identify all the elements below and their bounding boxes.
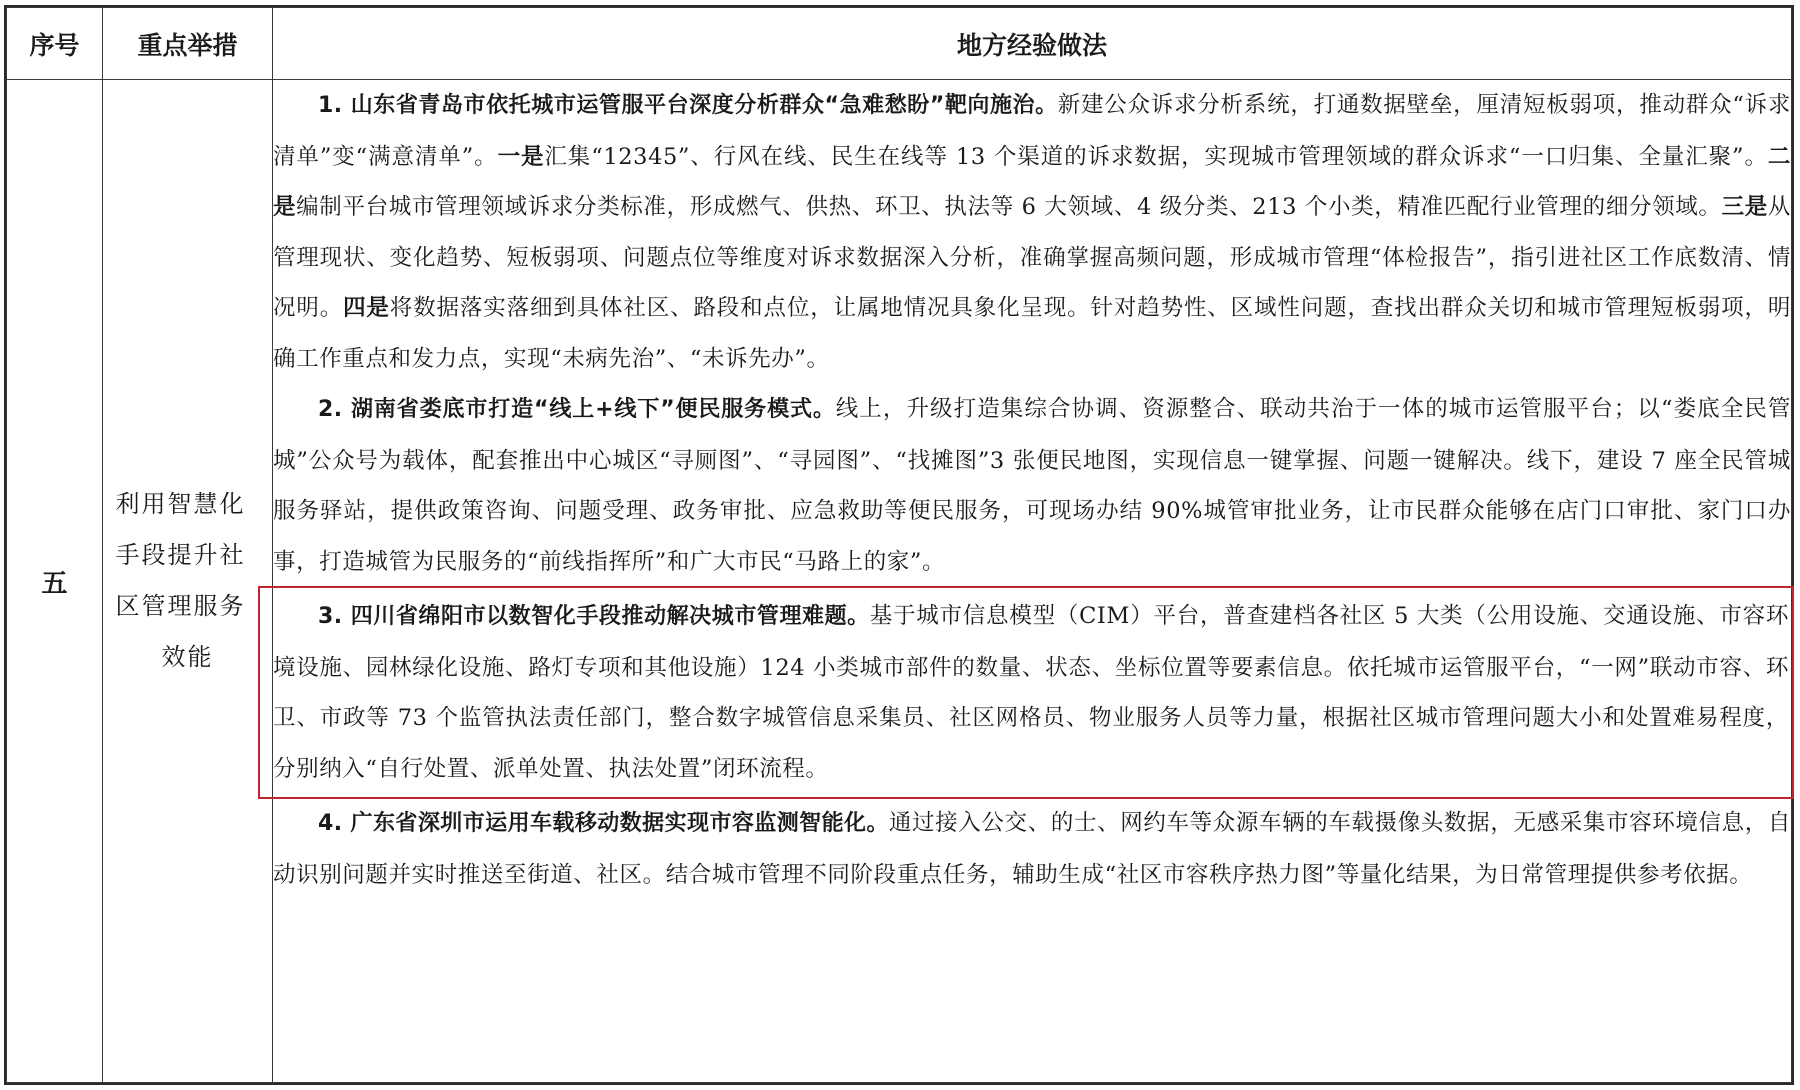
- paragraph-text: 编制平台城市管理领域诉求分类标准，形成燃气、供热、环卫、执法等 6 大领域、4 级分类、213 个小类，精准匹配行业管理的细分领域。: [296, 194, 1722, 220]
- paragraph-title: 3. 四川省绵阳市以数智化手段推动解决城市管理难题。: [318, 604, 870, 629]
- paragraph-text: 新建公众诉求分析系统，打通数据壁垒，厘清短板弱项，推动群众“诉求清单”变“满意清单”。: [273, 92, 1791, 170]
- paragraph-text: 汇集“12345”、行风在线、民生在线等 13 个渠道的诉求数据，实现城市管理领域的群众诉求“一口归集、全量汇聚”。: [544, 143, 1768, 170]
- keyword-third: 三是: [1721, 194, 1768, 220]
- paragraph-text: 基于城市信息模型（CIM）平台，普查建档各社区 5 大类（公用设施、交通设施、市容环境设施、园林绿化设施、路灯专项和其他设施）124 小类城市部件的数量、状态、坐标位置等要素信息。依托城市运管服平台，“一网”联动市容、环卫、市政等 73 个监管执法责任部门，整合数字城管信息采集员、社区网格员、物业服务人员等力量，根据社区城市管理问题大小和处置难易程度，分别纳入“自行处置、派单处置、执法处置”闭环流程。: [273, 603, 1789, 782]
- key-measure-line: 效能: [161, 643, 214, 671]
- paragraph-text: 从管理现状、变化趋势、短板弱项、问题点位等维度对诉求数据深入分析，准确掌握高频问题，形成城市管理“体检报告”，指引进社区工作底数清、情况明。: [273, 194, 1791, 321]
- paragraph-text: 线上，升级打造集综合协调、资源整合、联动共治于一体的城市运管服平台；以“娄底全民管城”公众号为载体，配套推出中心城区“寻厕图”、“寻园图”、“找摊图”3 张便民地图，实现信息一键掌握、问题一键解决。线下，建设 7 座全民管城服务驿站，提供政策咨询、问题受理、政务审批、应急救助等便民服务，可现场办结 90%城管审批业务，让市民群众能够在店门口审批、家门口办事，打造城管为民服务的“前线指挥所”和广大市民“马路上的家”。: [273, 396, 1791, 575]
- key-measure-text: [116, 479, 260, 683]
- serial-number-cell: 五: [7, 80, 103, 1083]
- paragraph-title: 4. 广东省深圳市运用车载移动数据实现市容监测智能化。: [318, 811, 889, 836]
- key-measure-line: 利用智慧化: [115, 490, 246, 518]
- keyword-second: 二是: [273, 143, 1791, 220]
- key-measure-cell: [103, 80, 273, 1083]
- keyword-fourth: 四是: [343, 295, 390, 321]
- key-measure-line: 手段提升社: [115, 541, 246, 569]
- paragraph-text: 通过接入公交、的士、网约车等众源车辆的车载摄像头数据，无感采集市容环境信息，自动识别问题并实时推送至街道、社区。结合城市管理不同阶段重点任务，辅助生成“社区市容秩序热力图”等量化结果，为日常管理提供参考依据。: [273, 810, 1791, 888]
- practice-paragraph-qingdao: [273, 80, 1791, 384]
- policy-table: [6, 7, 1792, 1083]
- paragraph-text: 将数据落实落细到具体社区、路段和点位，让属地情况具象化呈现。针对趋势性、区域性问题，查找出群众关切和城市管理短板弱项，明确工作重点和发力点，实现“未病先治”、“未诉先办”。: [273, 295, 1791, 372]
- header-key-measure: 重点举措: [103, 8, 273, 80]
- header-local-practice: 地方经验做法: [273, 8, 1792, 80]
- paragraph-title: 1. 山东省青岛市依托城市运管服平台深度分析群众“急难愁盼”靶向施治。: [318, 93, 1058, 118]
- keyword-first: 一是: [497, 143, 545, 170]
- practice-paragraph-mianyang-highlighted: [263, 591, 1789, 794]
- local-practice-cell: [273, 80, 1792, 1083]
- paragraph-title: 2. 湖南省娄底市打造“线上+线下”便民服务模式。: [318, 397, 836, 422]
- key-measure-line: 区管理服务: [115, 592, 246, 620]
- practice-paragraph-shenzhen: [273, 798, 1791, 900]
- policy-table-sheet: [4, 5, 1794, 1085]
- table-row: [7, 80, 1792, 1083]
- practice-paragraph-loudi: [273, 384, 1791, 587]
- table-header-row: [7, 8, 1792, 80]
- header-serial-number: 序号: [7, 8, 103, 80]
